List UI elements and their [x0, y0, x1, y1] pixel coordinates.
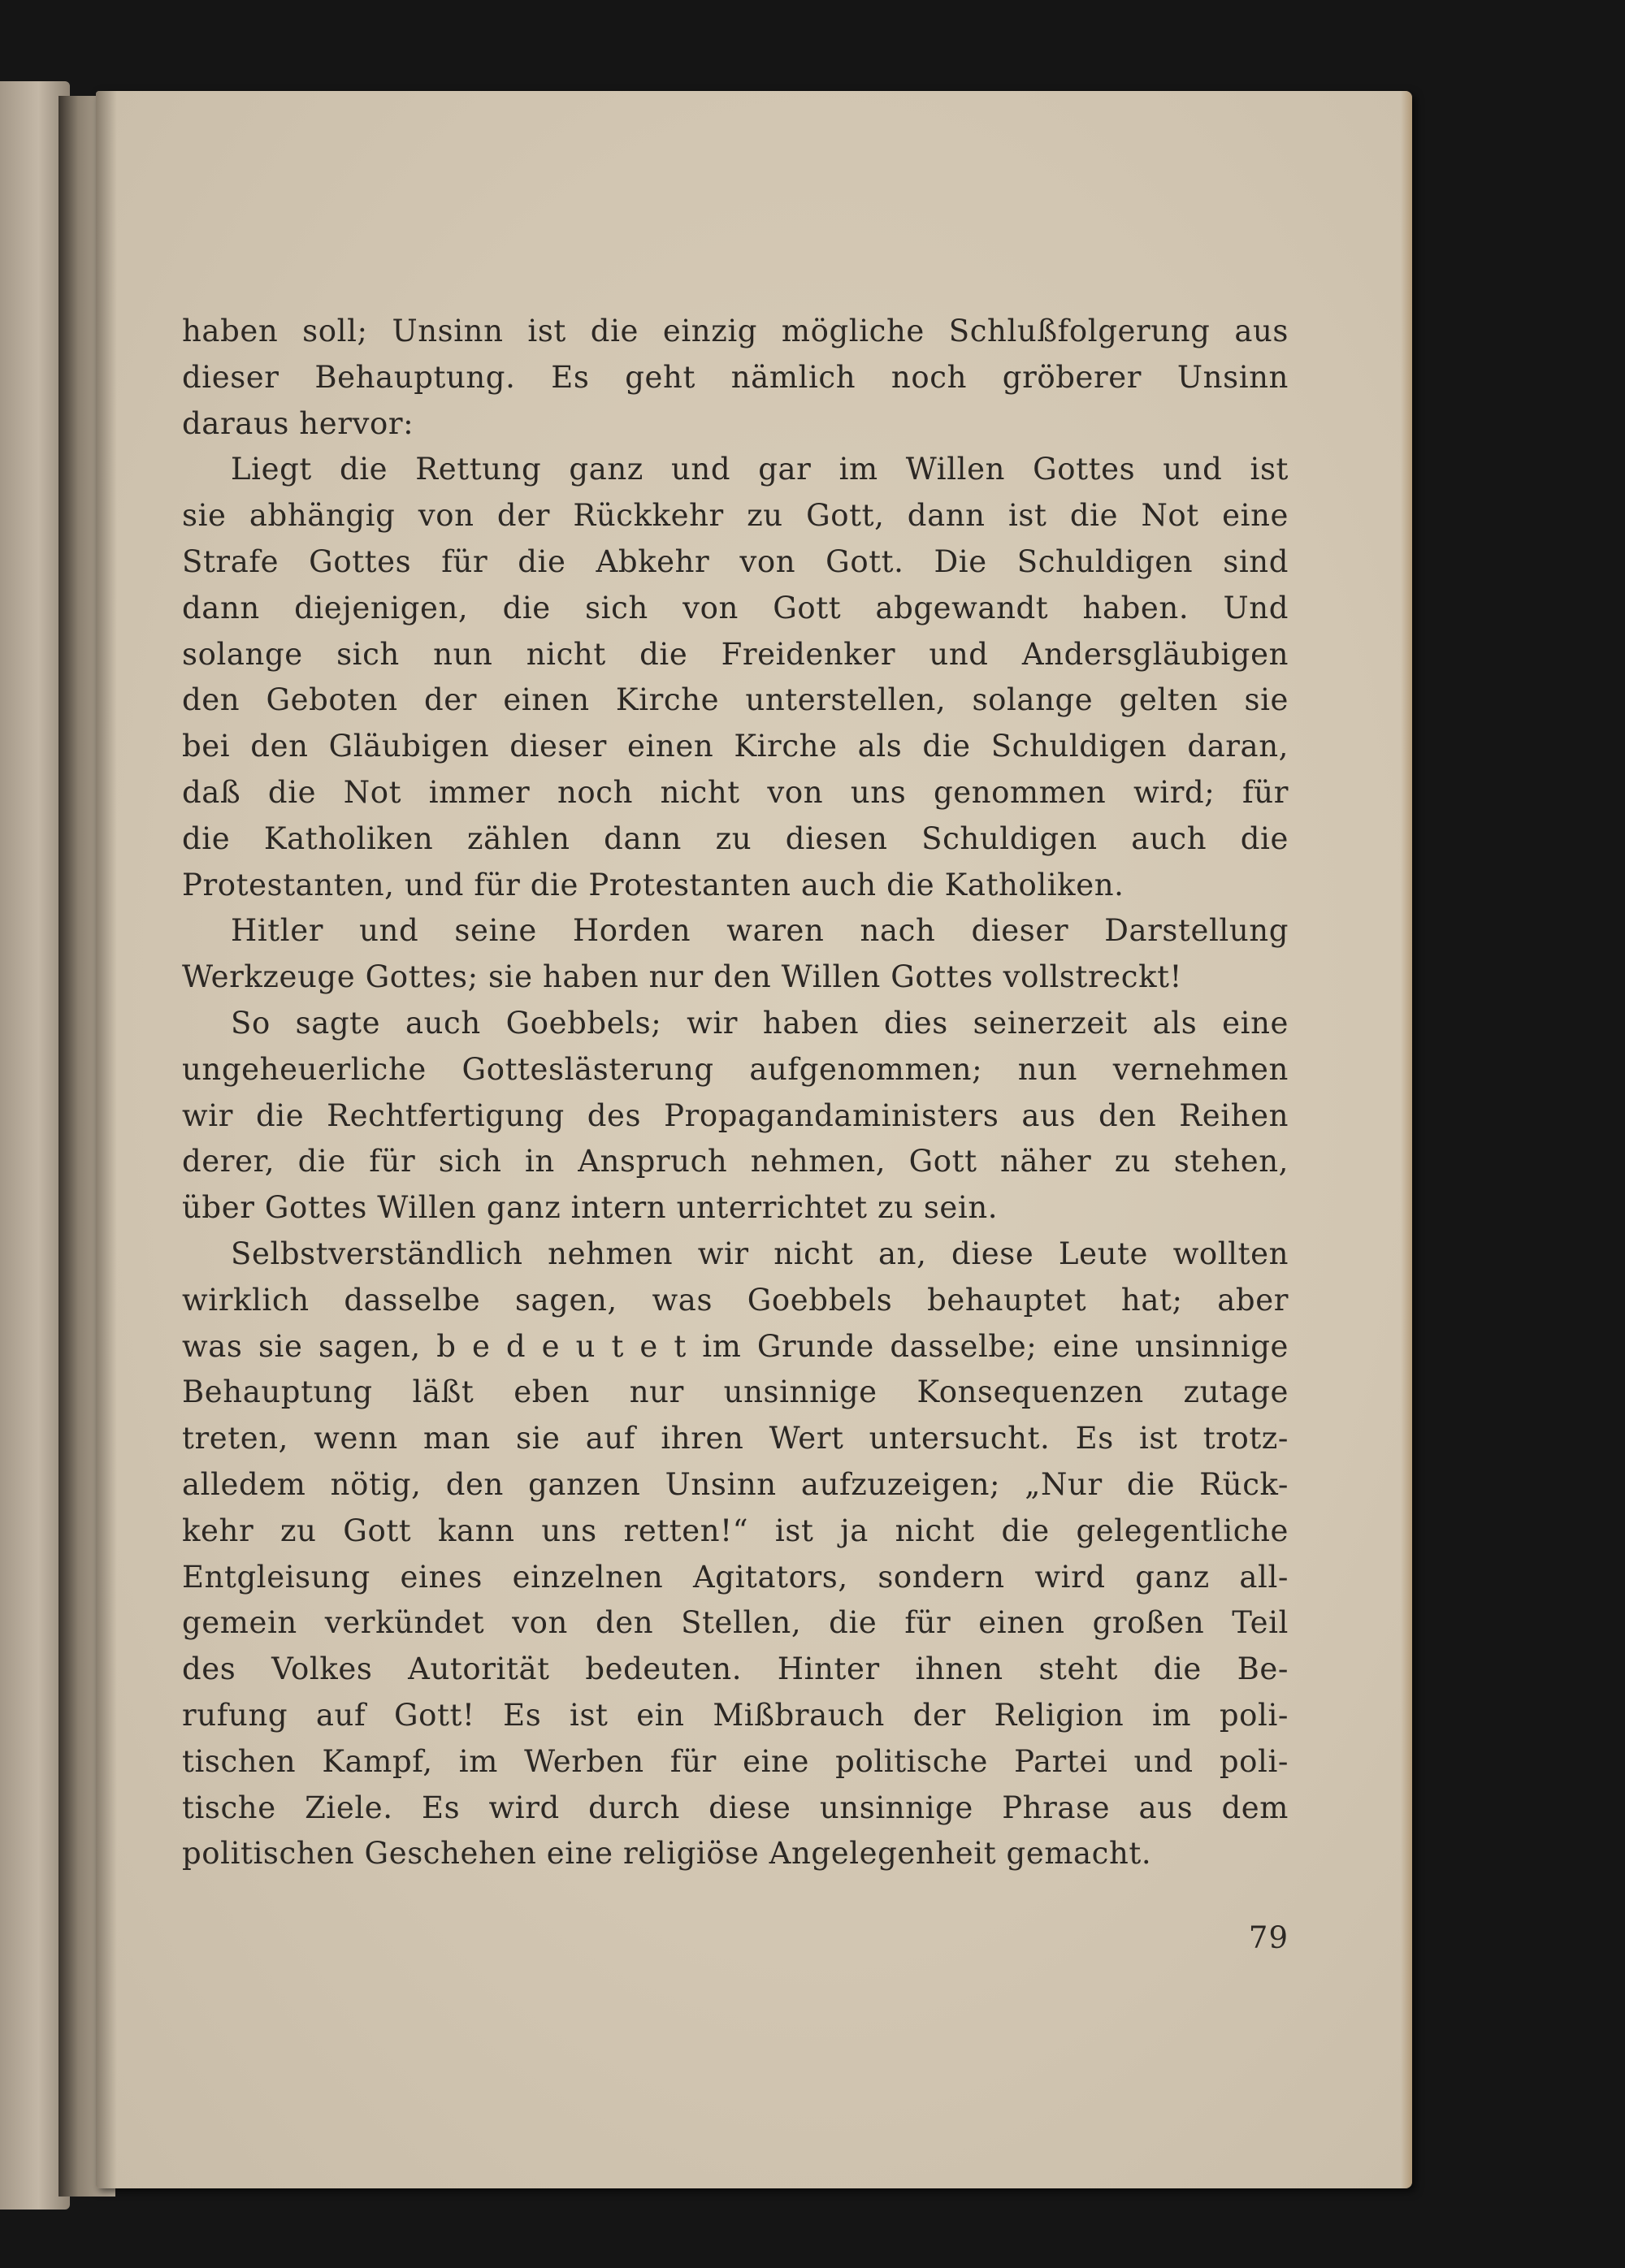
text-line: Entgleisung eines einzelnen Agitators, sondern wird ganz all-: [182, 1559, 1289, 1595]
text-line: sie abhängig von der Rückkehr zu Gott, dann ist die Not eine: [182, 498, 1289, 534]
text-line: Strafe Gottes für die Abkehr von Gott. Die Schuldigen sind: [182, 543, 1289, 579]
text-line: den Geboten der einen Kirche unterstellen, solange gelten sie: [182, 682, 1289, 718]
text-line: politischen Geschehen eine religiöse Angelegenheit gemacht.: [182, 1836, 1152, 1872]
text-line: Selbstverständlich nehmen wir nicht an, diese Leute wollten: [231, 1236, 1289, 1271]
text-line: kehr zu Gott kann uns retten!“ ist ja nicht die gelegentliche: [182, 1513, 1289, 1548]
book-page: [96, 91, 1412, 2188]
text-line: die Katholiken zählen dann zu diesen Schuldigen auch die: [182, 820, 1289, 856]
paragraph: [182, 908, 1289, 1001]
text-line: So sagte auch Goebbels; wir haben dies seinerzeit als eine: [231, 1005, 1289, 1041]
paragraph: [182, 1231, 1289, 1877]
paragraph: [182, 309, 1289, 447]
text-line: daraus hervor:: [182, 405, 414, 441]
text-line: gemein verkündet von den Stellen, die für einen großen Teil: [182, 1605, 1289, 1641]
text-line: über Gottes Willen ganz intern unterrichtet zu sein.: [182, 1190, 999, 1226]
text-line: was sie sagen, b e d e u t e t im Grunde dasselbe; eine unsinnige: [182, 1328, 1289, 1364]
text-line: dieser Behauptung. Es geht nämlich noch gröberer Unsinn: [182, 359, 1289, 395]
text-line: Protestanten, und für die Protestanten auch die Katholiken.: [182, 867, 1124, 902]
text-line: derer, die für sich in Anspruch nehmen, Gott näher zu stehen,: [182, 1144, 1289, 1179]
text-line: tischen Kampf, im Werben für eine politische Partei und poli-: [182, 1743, 1289, 1779]
text-line: wirklich dasselbe sagen, was Goebbels behauptet hat; aber: [182, 1282, 1289, 1318]
text-line: solange sich nun nicht die Freidenker und Andersgläubigen: [182, 636, 1289, 672]
text-line: Hitler und seine Horden waren nach dieser Darstellung: [231, 913, 1289, 949]
page-edge-shadow: [96, 91, 117, 2188]
text-line: rufung auf Gott! Es ist ein Mißbrauch der Religion im poli-: [182, 1697, 1289, 1733]
paragraph: [182, 447, 1289, 908]
text-line: bei den Gläubigen dieser einen Kirche als die Schuldigen daran,: [182, 729, 1289, 764]
paragraph: [182, 1001, 1289, 1231]
text-line: Behauptung läßt eben nur unsinnige Konsequenzen zutage: [182, 1374, 1289, 1410]
text-line: dann diejenigen, die sich von Gott abgewandt haben. Und: [182, 590, 1289, 625]
text-line: wir die Rechtfertigung des Propagandaministers aus den Reihen: [182, 1097, 1289, 1133]
text-line: ungeheuerliche Gotteslästerung aufgenommen; nun vernehmen: [182, 1051, 1289, 1087]
text-line: tische Ziele. Es wird durch diese unsinnige Phrase aus dem: [182, 1790, 1289, 1825]
text-line: des Volkes Autorität bedeuten. Hinter ihnen steht die Be-: [182, 1651, 1289, 1687]
text-line: haben soll; Unsinn ist die einzig mögliche Schlußfolgerung aus: [182, 314, 1289, 348]
text-line: alledem nötig, den ganzen Unsinn aufzuzeigen; „Nur die Rück-: [182, 1466, 1289, 1502]
page-number: 79: [1248, 1920, 1289, 1955]
page-right-edge: [1401, 91, 1412, 2188]
text-line: daß die Not immer noch nicht von uns genommen wird; für: [182, 774, 1289, 810]
body-text: [182, 309, 1289, 1877]
text-line: Werkzeuge Gottes; sie haben nur den Willen Gottes vollstreckt!: [182, 959, 1183, 995]
text-line: treten, wenn man sie auf ihren Wert untersucht. Es ist trotz-: [182, 1421, 1289, 1456]
text-line: Liegt die Rettung ganz und gar im Willen Gottes und ist: [231, 452, 1289, 487]
